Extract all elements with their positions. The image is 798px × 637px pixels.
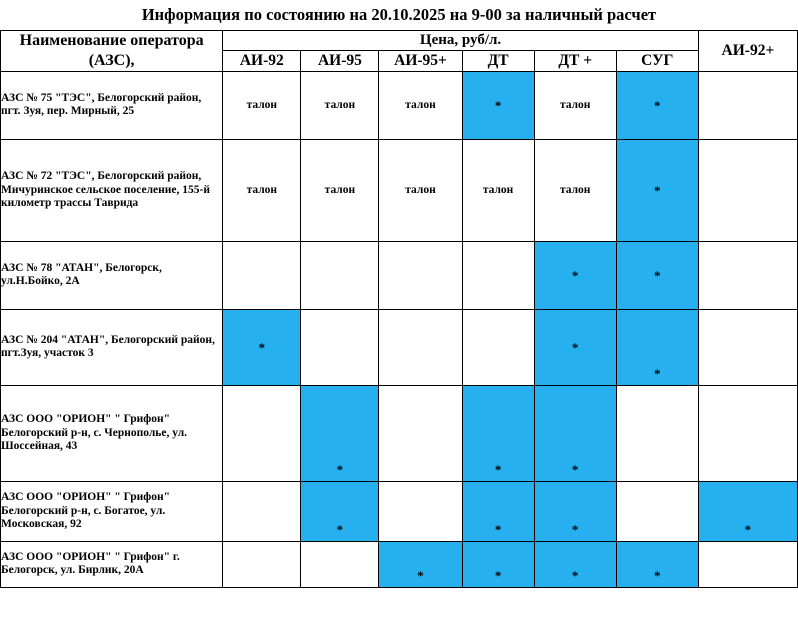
table-header-row-1 bbox=[1, 30, 798, 50]
coupon-label: талон bbox=[405, 184, 436, 197]
page-title: Информация по состоянию на 20.10.2025 на 9-00 за наличный расчет bbox=[141, 5, 657, 24]
availability-star: * bbox=[494, 462, 502, 478]
availability-star: * bbox=[258, 339, 266, 355]
price-cell bbox=[223, 541, 301, 587]
table-body bbox=[1, 71, 798, 587]
coupon-label: талон bbox=[246, 184, 278, 197]
table-row bbox=[1, 71, 798, 139]
price-cell bbox=[301, 385, 379, 481]
price-cell bbox=[616, 481, 698, 541]
header-fuel-6: АИ-92+ bbox=[698, 30, 797, 71]
price-cell bbox=[301, 139, 379, 241]
price-cell bbox=[534, 309, 616, 385]
coupon-label: талон bbox=[405, 99, 436, 112]
availability-star: * bbox=[571, 339, 579, 355]
availability-star: * bbox=[571, 462, 579, 478]
price-cell bbox=[616, 241, 698, 309]
price-cell bbox=[223, 241, 301, 309]
header-fuel-1: АИ-95 bbox=[301, 50, 379, 71]
price-cell bbox=[698, 541, 797, 587]
price-cell bbox=[698, 71, 797, 139]
price-cell bbox=[379, 481, 462, 541]
availability-star: * bbox=[654, 366, 661, 382]
coupon-label: талон bbox=[559, 99, 591, 112]
availability-star: * bbox=[654, 267, 661, 283]
price-cell bbox=[698, 309, 797, 385]
availability-star: * bbox=[336, 522, 344, 538]
price-cell bbox=[223, 139, 301, 241]
header-fuel-3: ДТ bbox=[462, 50, 534, 71]
operator-name-cell: АЗС № 72 "ТЭС", Белогорский район, Мичуринское сельское поселение, 155-й километр трассы Таврида bbox=[1, 139, 223, 241]
price-cell bbox=[223, 309, 301, 385]
table-row bbox=[1, 481, 798, 541]
coupon-label: талон bbox=[482, 184, 514, 197]
availability-star: * bbox=[654, 97, 661, 113]
price-cell bbox=[379, 309, 462, 385]
price-cell bbox=[616, 71, 698, 139]
price-cell bbox=[301, 309, 379, 385]
price-cell bbox=[462, 385, 534, 481]
price-cell bbox=[698, 241, 797, 309]
price-cell bbox=[379, 541, 462, 587]
availability-star: * bbox=[571, 522, 579, 538]
fuel-price-table bbox=[0, 30, 798, 588]
operator-name-cell: АЗС № 75 "ТЭС", Белогорский район, пгт. Зуя, пер. Мирный, 25 bbox=[1, 71, 223, 139]
price-cell bbox=[698, 481, 797, 541]
availability-star: * bbox=[571, 568, 579, 584]
availability-star: * bbox=[417, 568, 424, 584]
price-cell bbox=[223, 481, 301, 541]
price-cell bbox=[534, 385, 616, 481]
availability-star: * bbox=[336, 462, 344, 478]
price-cell bbox=[462, 541, 534, 587]
availability-star: * bbox=[494, 97, 502, 113]
header-fuel-4: ДТ + bbox=[534, 50, 616, 71]
table-header bbox=[1, 30, 798, 71]
table-row bbox=[1, 309, 798, 385]
operator-name-cell: АЗС ООО "ОРИОН" " Грифон" г. Белогорск, ул. Бирлик, 20А bbox=[1, 541, 223, 587]
price-cell bbox=[379, 71, 462, 139]
price-cell bbox=[534, 71, 616, 139]
price-cell bbox=[462, 241, 534, 309]
price-cell bbox=[616, 139, 698, 241]
price-cell bbox=[616, 309, 698, 385]
availability-star: * bbox=[494, 522, 502, 538]
price-cell bbox=[534, 481, 616, 541]
price-cell bbox=[223, 71, 301, 139]
availability-star: * bbox=[744, 522, 752, 538]
price-cell bbox=[301, 241, 379, 309]
price-cell bbox=[616, 541, 698, 587]
operator-name-cell: АЗС ООО "ОРИОН" " Грифон" Белогорский р-н, с. Чернополье, ул. Шоссейная, 43 bbox=[1, 385, 223, 481]
price-cell bbox=[223, 385, 301, 481]
price-cell bbox=[698, 139, 797, 241]
header-operator: Наименование оператора (АЗС), bbox=[1, 30, 223, 71]
coupon-label: талон bbox=[559, 184, 591, 197]
operator-name-cell: АЗС № 78 "АТАН", Белогорск, ул.Н.Бойко, 2А bbox=[1, 241, 223, 309]
price-cell bbox=[462, 309, 534, 385]
table-row bbox=[1, 241, 798, 309]
price-cell bbox=[379, 385, 462, 481]
availability-star: * bbox=[654, 568, 661, 584]
header-fuel-2: АИ-95+ bbox=[379, 50, 462, 71]
coupon-label: талон bbox=[324, 99, 356, 112]
price-cell bbox=[462, 139, 534, 241]
table-row bbox=[1, 541, 798, 587]
price-cell bbox=[379, 139, 462, 241]
price-cell bbox=[698, 385, 797, 481]
price-cell bbox=[301, 541, 379, 587]
price-cell bbox=[462, 481, 534, 541]
operator-name-cell: АЗС ООО "ОРИОН" " Грифон" Белогорский р-н, с. Богатое, ул. Московская, 92 bbox=[1, 481, 223, 541]
operator-name-cell: АЗС № 204 "АТАН", Белогорский район, пгт.Зуя, участок 3 bbox=[1, 309, 223, 385]
price-cell bbox=[616, 385, 698, 481]
header-fuel-5: СУГ bbox=[616, 50, 698, 71]
header-price-group: Цена, руб/л. bbox=[223, 30, 699, 50]
price-cell bbox=[534, 241, 616, 309]
availability-star: * bbox=[494, 568, 502, 584]
price-cell bbox=[301, 71, 379, 139]
availability-star: * bbox=[654, 182, 661, 198]
availability-star: * bbox=[571, 267, 579, 283]
coupon-label: талон bbox=[246, 99, 278, 112]
price-cell bbox=[534, 139, 616, 241]
price-cell bbox=[301, 481, 379, 541]
coupon-label: талон bbox=[324, 184, 356, 197]
header-fuel-0: АИ-92 bbox=[223, 50, 301, 71]
price-cell bbox=[534, 541, 616, 587]
table-row bbox=[1, 139, 798, 241]
table-row bbox=[1, 385, 798, 481]
price-cell bbox=[379, 241, 462, 309]
price-cell bbox=[462, 71, 534, 139]
